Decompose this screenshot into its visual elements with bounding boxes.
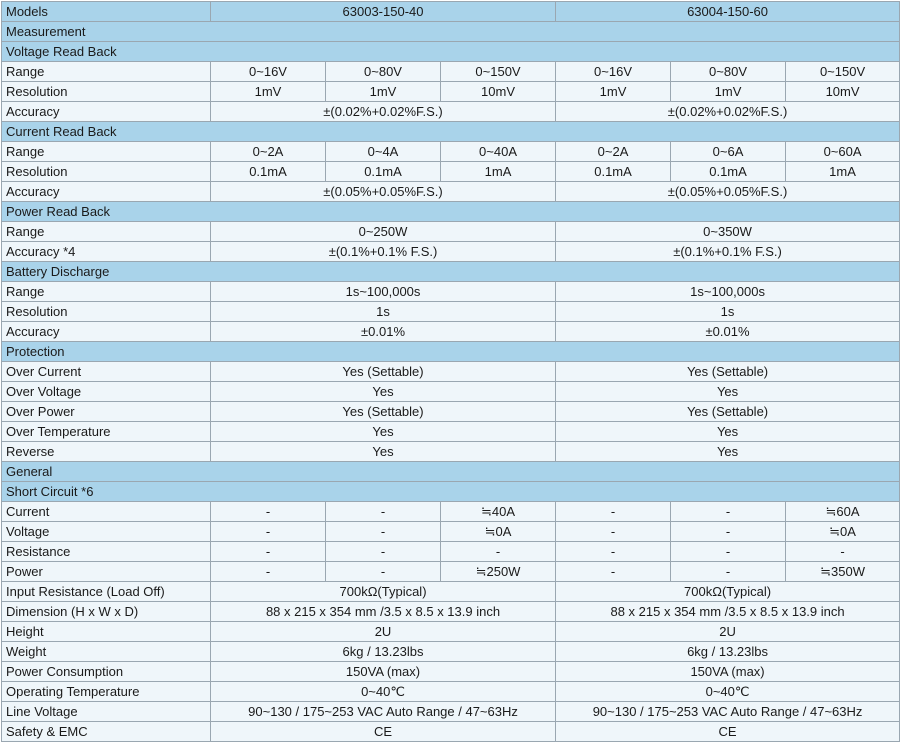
- spec-value: -: [556, 522, 671, 542]
- spec-value: -: [211, 562, 326, 582]
- spec-row: [2, 582, 900, 602]
- spec-value: 0~4A: [326, 142, 441, 162]
- spec-value: Yes: [211, 422, 556, 442]
- spec-value: 0~16V: [556, 62, 671, 82]
- model-header: 63004-150-60: [556, 2, 900, 22]
- spec-label: Current: [2, 502, 211, 522]
- spec-row: [2, 602, 900, 622]
- spec-row: [2, 302, 900, 322]
- section-title: Battery Discharge: [2, 262, 900, 282]
- spec-label: Resolution: [2, 162, 211, 182]
- spec-value: -: [556, 542, 671, 562]
- spec-value: 150VA (max): [211, 662, 556, 682]
- spec-label: Accuracy *4: [2, 242, 211, 262]
- spec-label: Height: [2, 622, 211, 642]
- spec-label: Accuracy: [2, 182, 211, 202]
- spec-value: -: [671, 502, 786, 522]
- spec-value: 0.1mA: [556, 162, 671, 182]
- spec-row: [2, 162, 900, 182]
- section-title: Power Read Back: [2, 202, 900, 222]
- spec-value: -: [326, 522, 441, 542]
- spec-value: -: [786, 542, 900, 562]
- spec-table-body: [2, 2, 900, 742]
- spec-value: ≒350W: [786, 562, 900, 582]
- spec-value: 88 x 215 x 354 mm /3.5 x 8.5 x 13.9 inch: [556, 602, 900, 622]
- spec-value: ±0.01%: [211, 322, 556, 342]
- spec-value: -: [326, 502, 441, 522]
- spec-row: [2, 362, 900, 382]
- section-row: [2, 42, 900, 62]
- spec-value: 2U: [211, 622, 556, 642]
- spec-label: Over Voltage: [2, 382, 211, 402]
- spec-value: 6kg / 13.23lbs: [211, 642, 556, 662]
- section-title: Current Read Back: [2, 122, 900, 142]
- spec-value: 1s: [211, 302, 556, 322]
- spec-value: 1mA: [441, 162, 556, 182]
- spec-value: -: [211, 502, 326, 522]
- spec-table: [1, 1, 900, 742]
- spec-value: Yes: [556, 382, 900, 402]
- spec-value: -: [211, 522, 326, 542]
- spec-row: [2, 82, 900, 102]
- spec-value: 1mA: [786, 162, 900, 182]
- spec-value: Yes: [556, 442, 900, 462]
- spec-value: Yes (Settable): [211, 362, 556, 382]
- spec-value: Yes (Settable): [211, 402, 556, 422]
- spec-value: 0~2A: [556, 142, 671, 162]
- section-title: Measurement: [2, 22, 900, 42]
- spec-row: [2, 102, 900, 122]
- spec-row: [2, 222, 900, 242]
- spec-value: 1mV: [326, 82, 441, 102]
- spec-value: ±(0.02%+0.02%F.S.): [556, 102, 900, 122]
- spec-value: 700kΩ(Typical): [556, 582, 900, 602]
- spec-value: 0~80V: [671, 62, 786, 82]
- spec-label: Resolution: [2, 82, 211, 102]
- spec-value: 150VA (max): [556, 662, 900, 682]
- spec-label: Over Power: [2, 402, 211, 422]
- section-title: Voltage Read Back: [2, 42, 900, 62]
- spec-value: 1s~100,000s: [556, 282, 900, 302]
- spec-value: 0.1mA: [671, 162, 786, 182]
- spec-value: -: [671, 522, 786, 542]
- spec-row: [2, 522, 900, 542]
- spec-row: [2, 382, 900, 402]
- spec-row: [2, 502, 900, 522]
- spec-row: [2, 642, 900, 662]
- spec-row: [2, 402, 900, 422]
- spec-label: Range: [2, 142, 211, 162]
- spec-label: Power Consumption: [2, 662, 211, 682]
- spec-value: 0~6A: [671, 142, 786, 162]
- spec-value: 0~40℃: [211, 682, 556, 702]
- spec-value: 0~40A: [441, 142, 556, 162]
- spec-value: -: [556, 502, 671, 522]
- spec-row: [2, 422, 900, 442]
- spec-value: ±0.01%: [556, 322, 900, 342]
- spec-value: 0.1mA: [326, 162, 441, 182]
- spec-value: 0~16V: [211, 62, 326, 82]
- spec-label: Weight: [2, 642, 211, 662]
- spec-value: 6kg / 13.23lbs: [556, 642, 900, 662]
- spec-row: [2, 182, 900, 202]
- spec-row: [2, 722, 900, 742]
- spec-row: [2, 662, 900, 682]
- spec-value: ±(0.1%+0.1% F.S.): [556, 242, 900, 262]
- spec-label: Voltage: [2, 522, 211, 542]
- spec-value: CE: [211, 722, 556, 742]
- spec-value: Yes (Settable): [556, 402, 900, 422]
- spec-value: 1mV: [671, 82, 786, 102]
- spec-value: ±(0.05%+0.05%F.S.): [211, 182, 556, 202]
- spec-row: [2, 322, 900, 342]
- spec-value: 1mV: [211, 82, 326, 102]
- spec-value: -: [671, 542, 786, 562]
- spec-value: 0~40℃: [556, 682, 900, 702]
- header-row: [2, 2, 900, 22]
- section-row: [2, 122, 900, 142]
- spec-value: ≒250W: [441, 562, 556, 582]
- section-row: [2, 22, 900, 42]
- spec-label: Input Resistance (Load Off): [2, 582, 211, 602]
- spec-value: 1s: [556, 302, 900, 322]
- spec-value: 0~2A: [211, 142, 326, 162]
- section-title: General: [2, 462, 900, 482]
- spec-value: -: [556, 562, 671, 582]
- spec-row: [2, 682, 900, 702]
- spec-label: Line Voltage: [2, 702, 211, 722]
- spec-value: 2U: [556, 622, 900, 642]
- section-row: [2, 202, 900, 222]
- spec-value: 10mV: [441, 82, 556, 102]
- spec-row: [2, 282, 900, 302]
- spec-value: 0~80V: [326, 62, 441, 82]
- spec-row: [2, 622, 900, 642]
- spec-value: ≒0A: [441, 522, 556, 542]
- spec-row: [2, 542, 900, 562]
- spec-value: -: [671, 562, 786, 582]
- spec-value: ±(0.1%+0.1% F.S.): [211, 242, 556, 262]
- spec-value: Yes (Settable): [556, 362, 900, 382]
- spec-value: 88 x 215 x 354 mm /3.5 x 8.5 x 13.9 inch: [211, 602, 556, 622]
- spec-label: Dimension (H x W x D): [2, 602, 211, 622]
- spec-value: 0~350W: [556, 222, 900, 242]
- spec-label: Resistance: [2, 542, 211, 562]
- spec-value: Yes: [211, 382, 556, 402]
- spec-row: [2, 702, 900, 722]
- spec-label: Range: [2, 282, 211, 302]
- section-row: [2, 342, 900, 362]
- spec-value: ±(0.02%+0.02%F.S.): [211, 102, 556, 122]
- spec-value: ≒0A: [786, 522, 900, 542]
- spec-value: 1mV: [556, 82, 671, 102]
- spec-value: -: [441, 542, 556, 562]
- spec-value: 10mV: [786, 82, 900, 102]
- spec-label: Safety & EMC: [2, 722, 211, 742]
- spec-row: [2, 62, 900, 82]
- spec-value: ≒40A: [441, 502, 556, 522]
- spec-value: ±(0.05%+0.05%F.S.): [556, 182, 900, 202]
- spec-value: 0~60A: [786, 142, 900, 162]
- spec-label: Reverse: [2, 442, 211, 462]
- spec-value: 0.1mA: [211, 162, 326, 182]
- spec-value: ≒60A: [786, 502, 900, 522]
- spec-label: Range: [2, 62, 211, 82]
- model-header: 63003-150-40: [211, 2, 556, 22]
- section-title: Short Circuit *6: [2, 482, 900, 502]
- spec-value: CE: [556, 722, 900, 742]
- spec-value: Yes: [556, 422, 900, 442]
- spec-value: -: [326, 542, 441, 562]
- spec-value: -: [326, 562, 441, 582]
- section-title: Protection: [2, 342, 900, 362]
- spec-value: -: [211, 542, 326, 562]
- spec-row: [2, 442, 900, 462]
- spec-label: Over Current: [2, 362, 211, 382]
- models-header-label: Models: [2, 2, 211, 22]
- spec-label: Accuracy: [2, 322, 211, 342]
- spec-label: Resolution: [2, 302, 211, 322]
- spec-value: 90~130 / 175~253 VAC Auto Range / 47~63Hz: [211, 702, 556, 722]
- spec-label: Operating Temperature: [2, 682, 211, 702]
- spec-value: 90~130 / 175~253 VAC Auto Range / 47~63Hz: [556, 702, 900, 722]
- spec-row: [2, 562, 900, 582]
- spec-value: 700kΩ(Typical): [211, 582, 556, 602]
- spec-label: Range: [2, 222, 211, 242]
- spec-value: 1s~100,000s: [211, 282, 556, 302]
- spec-value: 0~150V: [441, 62, 556, 82]
- section-row: [2, 462, 900, 482]
- section-row: [2, 262, 900, 282]
- spec-value: 0~150V: [786, 62, 900, 82]
- spec-label: Accuracy: [2, 102, 211, 122]
- spec-label: Over Temperature: [2, 422, 211, 442]
- spec-value: 0~250W: [211, 222, 556, 242]
- spec-label: Power: [2, 562, 211, 582]
- section-row: [2, 482, 900, 502]
- spec-row: [2, 242, 900, 262]
- spec-row: [2, 142, 900, 162]
- spec-value: Yes: [211, 442, 556, 462]
